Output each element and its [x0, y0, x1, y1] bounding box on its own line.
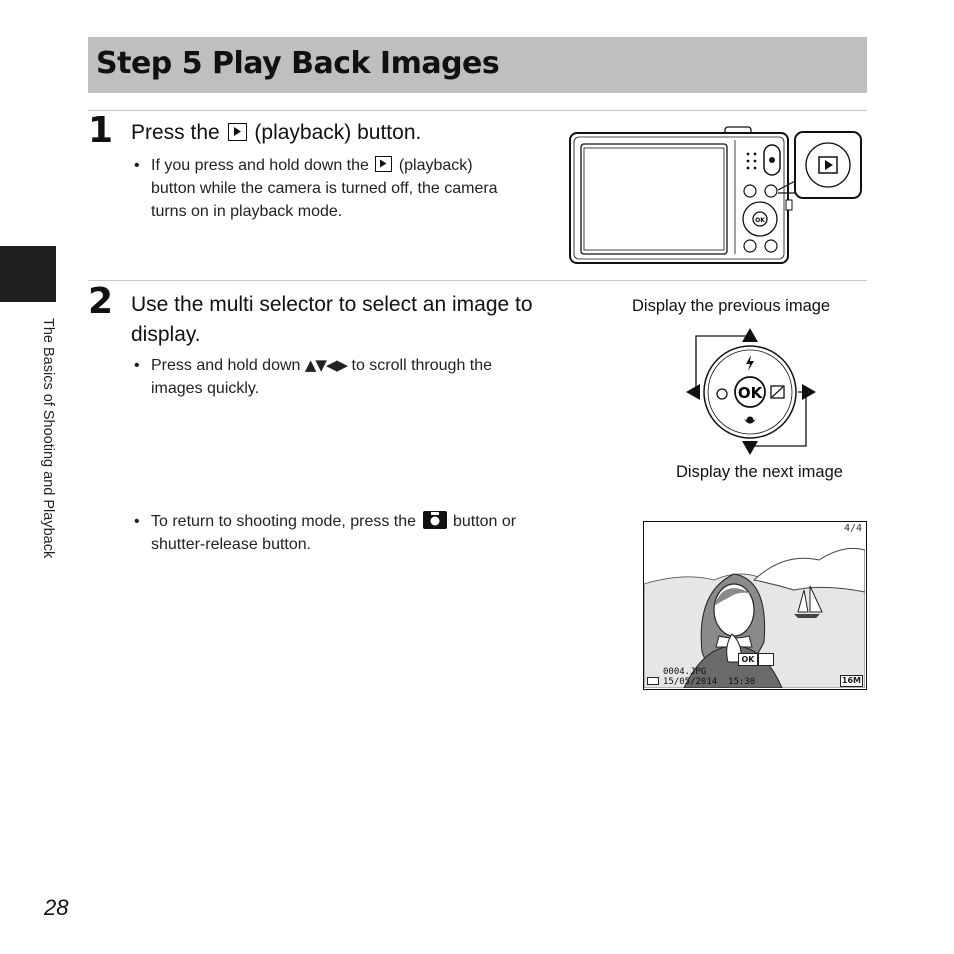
retouch-icon	[758, 653, 774, 666]
file-name: 0004.JPG	[663, 667, 707, 677]
return-note: • To return to shooting mode, press the button or shutter-release button.	[134, 513, 517, 553]
page-title: Step 5 Play Back Images	[96, 46, 500, 81]
frame-counter: 4/4	[843, 523, 862, 534]
playback-icon	[228, 123, 247, 141]
image-size-badge: 16M	[841, 676, 861, 685]
step-number: 1	[88, 110, 114, 151]
ok-badge: OK	[738, 653, 758, 666]
battery-icon	[647, 677, 659, 685]
divider	[88, 110, 867, 111]
chapter-tab	[0, 246, 56, 302]
direction-arrows-icon: ▲▼◀▶	[304, 356, 348, 374]
ok-button-label: OK	[737, 384, 763, 402]
playback-screen	[643, 521, 867, 690]
caption-next-image: Display the next image	[676, 463, 843, 481]
step1-heading: Press the (playback) button.	[131, 121, 422, 144]
playback-icon	[375, 156, 392, 172]
svg-text:OK: OK	[755, 217, 765, 224]
step1-bullet: • If you press and hold down the (playback) button while the camera is turned off, the camera turns on in playback mode.	[134, 157, 498, 220]
step-number: 2	[88, 281, 114, 322]
title-bar	[88, 37, 867, 93]
camera-icon	[423, 511, 447, 529]
step2-bullet: • Press and hold down ▲▼◀▶ to scroll through the images quickly.	[134, 356, 493, 397]
date-time: 15/05/2014 15:30	[663, 677, 756, 687]
divider	[88, 280, 867, 281]
step2-heading: Use the multi selector to select an image to display.	[131, 293, 533, 346]
chapter-label: The Basics of Shooting and Playback	[40, 318, 56, 559]
caption-previous-image: Display the previous image	[632, 297, 831, 315]
page-number: 28	[44, 895, 69, 920]
multi-selector-diagram	[680, 324, 820, 459]
camera-back-illustration	[565, 124, 865, 266]
